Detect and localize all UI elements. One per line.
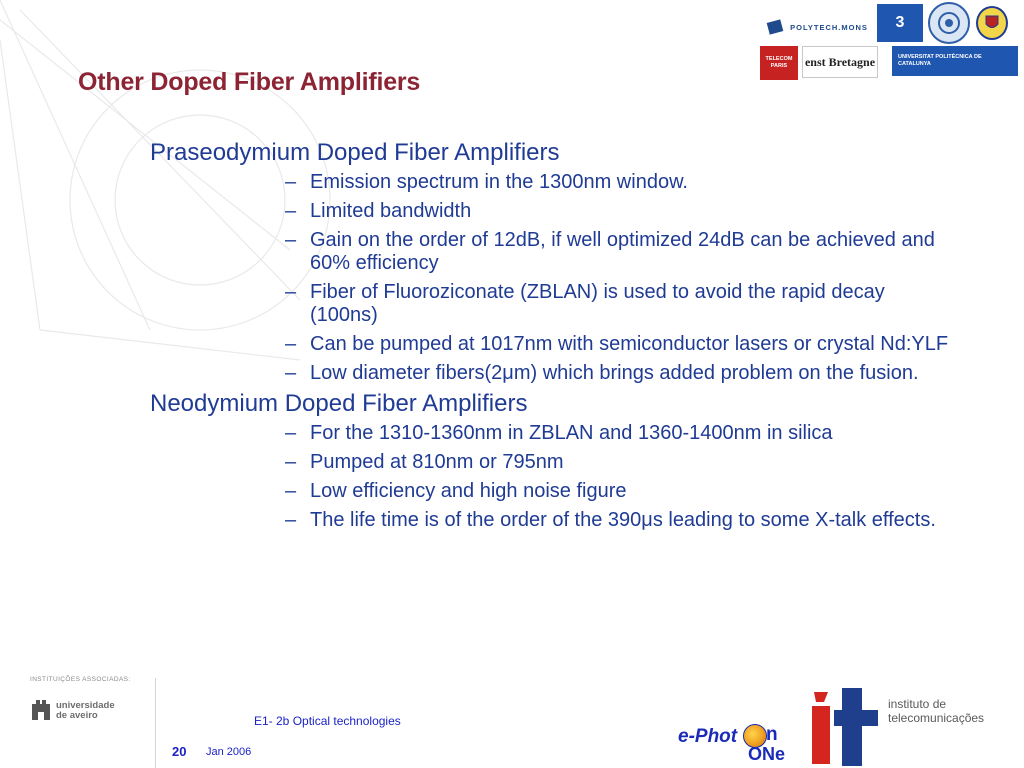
bullet-item: – Emission spectrum in the 1300nm window. xyxy=(285,171,688,193)
universidade-aveiro-logo: universidade de aveiro xyxy=(30,700,115,722)
university-seal-logo xyxy=(928,2,970,44)
polytech-label: POLYTECH.MONS xyxy=(790,22,868,32)
page-number: 20 xyxy=(172,744,187,759)
it-institution-name: instituto de telecomunicações xyxy=(888,697,985,725)
bullet-item: – Low diameter fibers(2μm) which brings added problem on the fusion. xyxy=(285,362,919,384)
bullet-item: – For the 1310-1360nm in ZBLAN and 1360-1400nm in silica xyxy=(285,422,833,444)
bullet-item: – Limited bandwidth xyxy=(285,200,472,222)
enst-bretagne-logo: enst Bretagne xyxy=(802,46,878,78)
section-heading: Praseodymium Doped Fiber Amplifiers xyxy=(150,139,560,166)
bullet-list xyxy=(150,171,970,385)
upc-logo: UNIVERSITAT POLITÈCNICA DE CATALUNYA xyxy=(892,46,1018,76)
associated-label: INSTITUIÇÕES ASSOCIADAS: xyxy=(30,676,131,683)
footer-date: Jan 2006 xyxy=(206,746,252,758)
slide-body xyxy=(150,138,970,538)
partner-logos xyxy=(758,0,1024,86)
bullet-item: – Fiber of Fluoroziconate (ZBLAN) is used to avoid the rapid decay (100ns) xyxy=(285,281,885,326)
telecom-paris-logo: TELECOM PARIS xyxy=(760,46,798,80)
bullet-item: – Low efficiency and high noise figure xyxy=(285,480,627,502)
footer-divider xyxy=(155,678,156,768)
slide-title: Other Doped Fiber Amplifiers xyxy=(78,68,421,96)
polytech-icon xyxy=(766,17,786,37)
crest-icon xyxy=(984,14,1000,32)
course-label: E1- 2b Optical technologies xyxy=(254,714,401,728)
associated-institutions xyxy=(30,676,131,721)
aveiro-icon xyxy=(30,700,52,722)
bullet-item: – Can be pumped at 1017nm with semiconductor lasers or crystal Nd:YLF xyxy=(285,333,949,355)
bullet-item: – The life time is of the order of the 390μs leading to some X-talk effects. xyxy=(285,509,936,531)
acreo-logo: 3 xyxy=(877,4,923,42)
polytech-mons-logo xyxy=(760,14,874,40)
bullet-item: – Gain on the order of 12dB, if well optimized 24dB can be achieved and 60% efficiency xyxy=(285,229,935,274)
bullet-list xyxy=(150,422,970,532)
bullet-item: – Pumped at 810nm or 795nm xyxy=(285,451,564,473)
e-photon-one-logo: e-Phot n ONe xyxy=(678,724,786,764)
crest-logo xyxy=(976,6,1008,40)
section-heading: Neodymium Doped Fiber Amplifiers xyxy=(150,390,528,417)
seal-icon xyxy=(936,10,962,36)
it-logo-icon xyxy=(806,688,882,766)
